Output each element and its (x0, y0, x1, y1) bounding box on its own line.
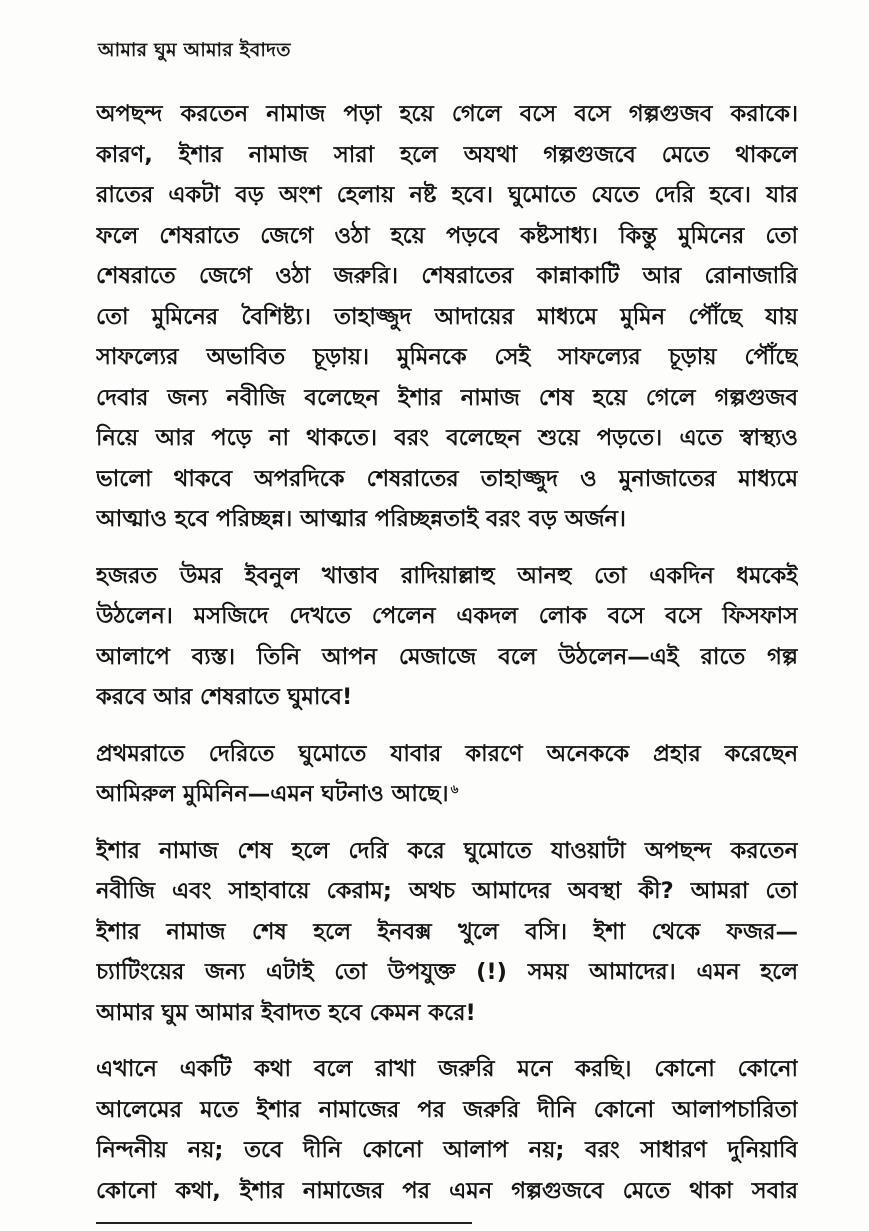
text-line: আমার ঘুম আমার ইবাদত হবে কেমন করে! (96, 999, 476, 1026)
text-line: তো মুমিনের বৈশিষ্ট্য। তাহাজ্জুদ আদায়ের মাধ্যমে মুমিন পৌঁছে যায় (96, 303, 798, 330)
text-line: ইশার নামাজ শেষ হলে দেরি করে ঘুমোতে যাওয়াটা অপছন্দ করতেন (96, 837, 798, 864)
text-line: আত্মাও হবে পরিচ্ছন্ন। আত্মার পরিচ্ছন্নতাই বরং বড় অর্জন। (96, 506, 626, 532)
text-line: আলাপে ব্যস্ত। তিনি আপন মেজাজে বলে উঠলেন—এই রাতে গল্প (96, 643, 798, 670)
text-line: ইশার নামাজ শেষ হলে ইনবক্স খুলে বসি। ইশা থেকে ফজর— (96, 918, 798, 945)
footnote-marker[interactable]: ৬ (450, 781, 459, 796)
footnote-divider (96, 1222, 472, 1224)
text-line: নিয়ে আর পড়ে না থাকতে। বরং বলেছেন শুয়ে পড়তে। এতে স্বাস্থ্যও (96, 425, 798, 451)
paragraph-3 (96, 734, 798, 815)
text-line: উঠলেন। মসজিদে দেখতে পেলেন একদল লোক বসে বসে ফিসফাস (96, 603, 798, 629)
text-line: ফলে শেষরাতে জেগে ওঠা হয়ে পড়বে কষ্টসাধ্য। কিন্তু মুমিনের তো (96, 222, 798, 249)
text-line: নিন্দনীয় নয়; তবে দীনি কোনো আলাপ নয়; বরং সাধারণ দুনিয়াবি (96, 1137, 798, 1163)
text-line: চ্যাটিংয়ের জন্য এটাই তো উপযুক্ত (!) সময় আমাদের। এমন হলে (96, 959, 798, 985)
text-line: কারণ, ইশার নামাজ সারা হলে অযথা গল্পগুজবে মেতে থাকলে (96, 141, 798, 168)
text-line: কোনো কথা, ইশার নামাজের পর এমন গল্পগুজবে মেতে থাকা সবার (96, 1177, 798, 1204)
paragraph-5 (96, 1049, 798, 1211)
text-line: নবীজি এবং সাহাবায়ে কেরাম; অথচ আমাদের অবস্থা কী? আমরা তো (96, 878, 798, 904)
text-line: অপছন্দ করতেন নামাজ পড়া হয়ে গেলে বসে বসে গল্পগুজব করাকে। (96, 101, 798, 127)
text-line (96, 774, 798, 815)
text-line: সাফল্যের অভাবিত চূড়ায়। মুমিনকে সেই সাফল্যের চূড়ায় পৌঁছে (96, 344, 798, 370)
running-header: আমার ঘুম আমার ইবাদত (98, 39, 291, 61)
text-line: দেবার জন্য নবীজি বলেছেন ইশার নামাজ শেষ হয়ে গেলে গল্পগুজব (96, 384, 798, 411)
text-line: রাতের একটা বড় অংশ হেলায় নষ্ট হবে। ঘুমোতে যেতে দেরি হবে। যার (96, 182, 798, 208)
text-line: ভালো থাকবে অপরদিকে শেষরাতের তাহাজ্জুদ ও মুনাজাতের মাধ্যমে (96, 465, 798, 492)
text-line: এখানে একটি কথা বলে রাখা জরুরি মনে করছি। কোনো কোনো (96, 1056, 798, 1082)
body-text (96, 94, 798, 1227)
text-line: আলেমের মতে ইশার নামাজের পর জরুরি দীনি কোনো আলাপচারিতা (96, 1096, 798, 1123)
text-line: করবে আর শেষরাতে ঘুমাবে! (96, 684, 353, 710)
text-line: হজরত উমর ইবনুল খাত্তাব রাদিয়াল্লাহু আনহু তো একদিন ধমকেই (96, 562, 798, 589)
paragraph-4 (96, 831, 798, 1034)
paragraph-2 (96, 556, 798, 718)
text-line: প্রথমরাতে দেরিতে ঘুমোতে যাবার কারণে অনেককে প্রহার করেছেন (96, 740, 798, 767)
text-line-content: আমিরুল মুমিনিন—এমন ঘটনাও আছে। (96, 781, 449, 807)
paragraph-1 (96, 94, 798, 540)
text-line: শেষরাতে জেগে ওঠা জরুরি। শেষরাতের কান্নাকাটি আর রোনাজারি (96, 263, 798, 289)
